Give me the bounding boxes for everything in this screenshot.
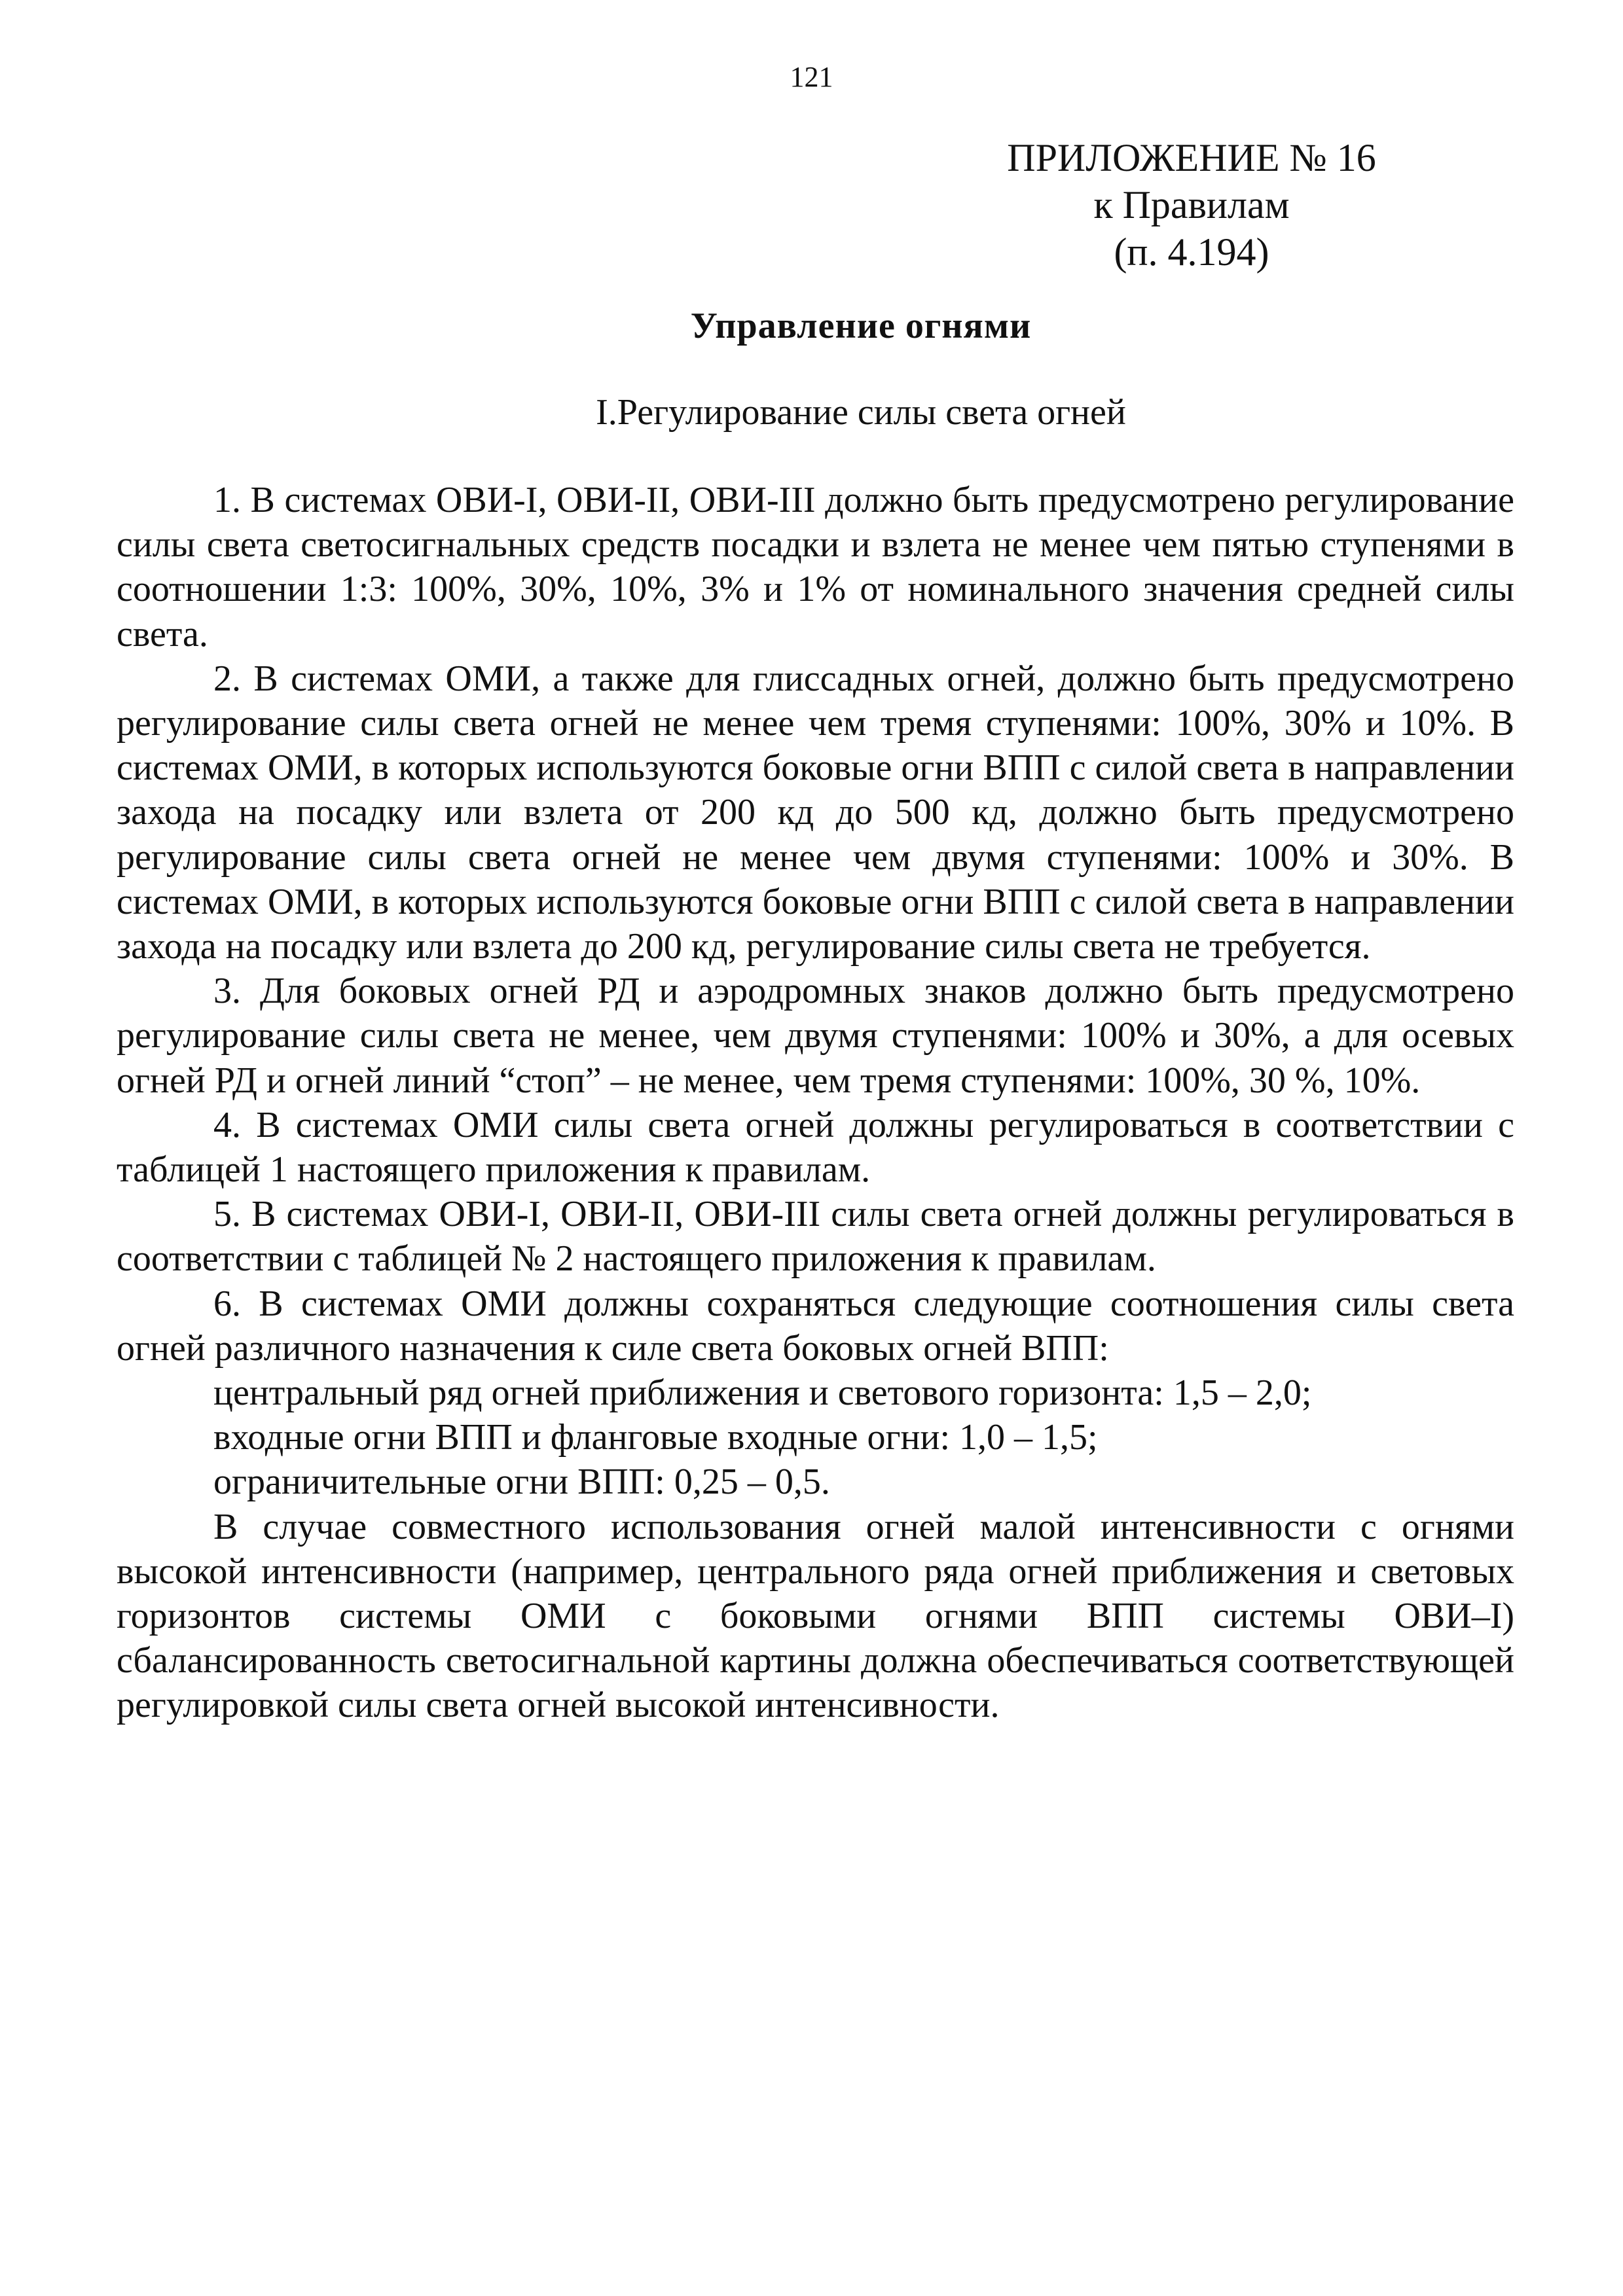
paragraph-final: В случае совместного использования огней малой интенсивности с огнями высокой интенсивности (например, центрального ряда огней приближения и световых горизонтов системы ОМИ с боковыми огнями ВПП системы ОВИ–I) сбалансированность светосигнальной картины должна обеспечиваться соответствующей регулировкой силы света огней высокой интенсивности. bbox=[117, 1506, 1514, 1726]
paragraph-5: 5. В системах ОВИ-I, ОВИ-II, ОВИ-III силы света огней должны регулироваться в соответствии с таблицей № 2 настоящего приложения к правилам. bbox=[117, 1194, 1514, 1280]
page-number: 121 bbox=[790, 61, 833, 93]
paragraph-1: 1. В системах ОВИ-I, ОВИ-II, ОВИ-III должно быть предусмотрено регулирование силы света светосигнальных средств посадки и взлета не менее чем пятью ступенями в соотношении 1:3: 100%, 30%, 10%, 3% и 1% от номинального значения средней силы света. bbox=[117, 480, 1514, 655]
paragraph-6: 6. В системах ОМИ должны сохраняться следующие соотношения силы света огней различного назначения к силе света боковых огней ВПП: bbox=[117, 1283, 1514, 1369]
annex-number: ПРИЛОЖЕНИЕ № 16 bbox=[1007, 136, 1376, 179]
annex-reference: к Правилам bbox=[1093, 183, 1290, 226]
paragraph-4: 4. В системах ОМИ силы света огней должны регулироваться в соответствии с таблицей 1 настоящего приложения к правилам. bbox=[117, 1104, 1514, 1191]
ratio-item-approach: центральный ряд огней приближения и светового горизонта: 1,5 – 2,0; bbox=[213, 1372, 1312, 1414]
annex-clause: (п. 4.194) bbox=[1114, 230, 1269, 274]
section-heading: I.Регулирование силы света огней bbox=[596, 392, 1126, 433]
document-body bbox=[117, 478, 1514, 1728]
document-title: Управление огнями bbox=[690, 306, 1032, 346]
paragraph-2: 2. В системах ОМИ, а также для глиссадных огней, должно быть предусмотрено регулирование силы света огней не менее чем тремя ступенями: 100%, 30% и 10%. В системах ОМИ, в которых используются боковые огни ВПП с силой света в направлении захода на посадку или взлета от 200 кд до 500 кд, должно быть предусмотрено регулирование силы света огней не менее чем двумя ступенями: 100% и 30%. В системах ОМИ, в которых используются боковые огни ВПП с силой света в направлении захода на посадку или взлета до 200 кд, регулирование силы света не требуется. bbox=[117, 658, 1514, 967]
paragraph-3: 3. Для боковых огней РД и аэродромных знаков должно быть предусмотрено регулирование силы света не менее, чем двумя ступенями: 100% и 30%, а для осевых огней РД и огней линий “стоп” – не менее, чем тремя ступенями: 100%, 30 %, 10%. bbox=[117, 971, 1514, 1101]
ratio-item-end: ограничительные огни ВПП: 0,25 – 0,5. bbox=[213, 1462, 830, 1503]
annex-header bbox=[962, 134, 1421, 276]
ratio-item-threshold: входные огни ВПП и фланговые входные огни: 1,0 – 1,5; bbox=[213, 1417, 1098, 1458]
